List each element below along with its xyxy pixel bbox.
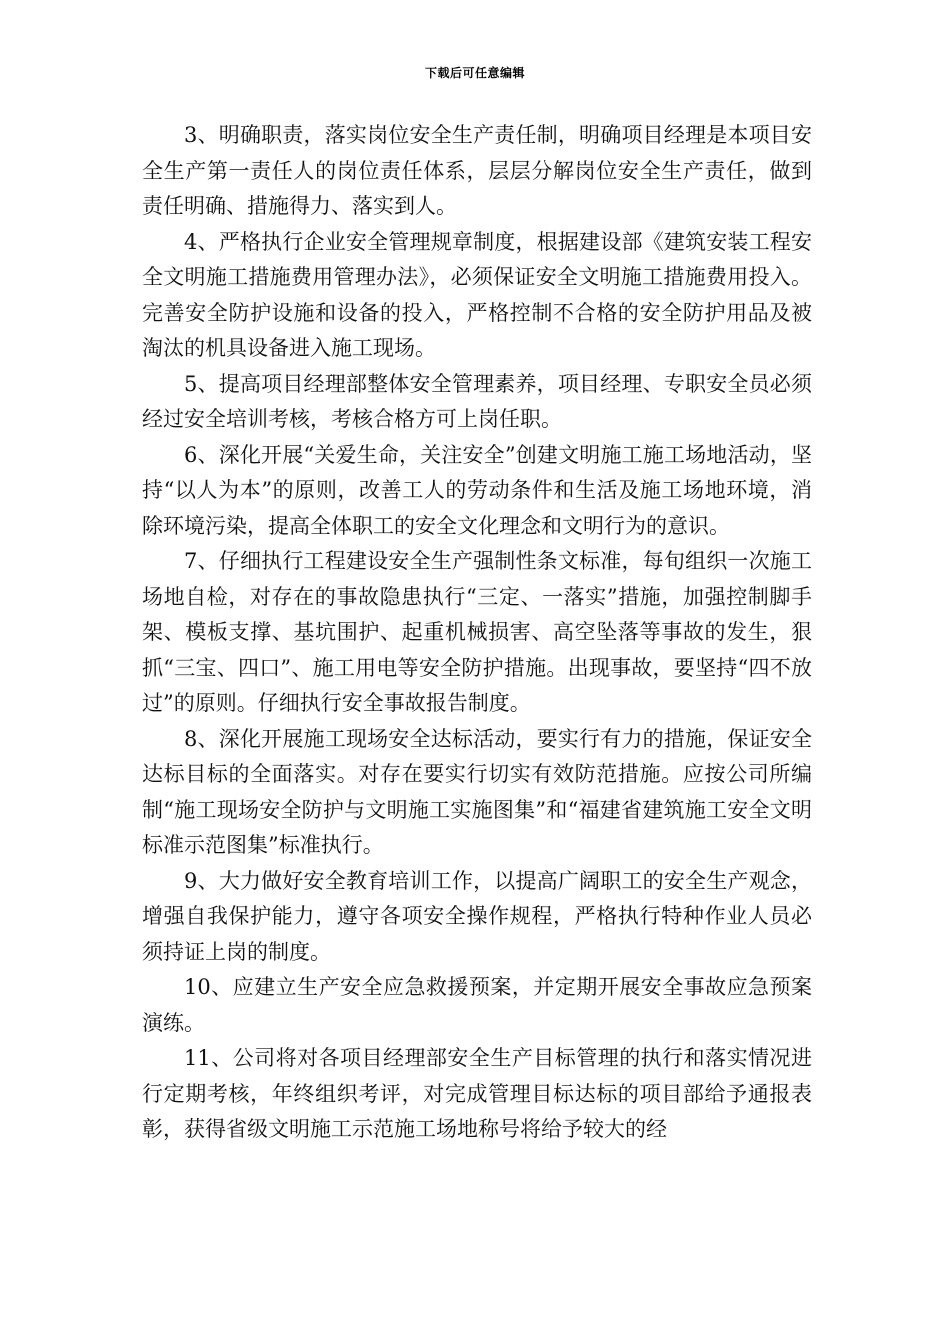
paragraph-item-11: 11、公司将对各项目经理部安全生产目标管理的执行和落实情况进行定期考核，年终组织考评，对完成管理目标达标的项目部给予通报表彰，获得省级文明施工示范施工场地称号将给予较大的经 [142,1046,812,1141]
paragraph-item-7: 7、仔细执行工程建设安全生产强制性条文标准，每旬组织一次施工场地自检，对存在的事故隐患执行“三定、一落实”措施，加强控制脚手架、模板支撑、基坑围护、起重机械损害、高空坠落等事故的发生，狠抓“三宝、四口”、施工用电等安全防护措施。出现事故，要坚持“四不放过”的原则。仔细执行安全事故报告制度。 [142,549,812,715]
paragraph-item-8: 8、深化开展施工现场安全达标活动，要实行有力的措施，保证安全达标目标的全面落实。对存在要实行切实有效防范措施。应按公司所编制“施工现场安全防护与文明施工实施图集”和“福建省建筑施工安全文明标准示范图集”标准执行。 [142,726,812,857]
paragraph-item-9: 9、大力做好安全教育培训工作，以提高广阔职工的安全生产观念，增强自我保护能力，遵守各项安全操作规程，严格执行特种作业人员必须持证上岗的制度。 [142,868,812,964]
header-note: 下载后可任意编辑 [424,66,525,80]
paragraph-item-4: 4、严格执行企业安全管理规章制度，根据建设部《建筑安装工程安全文明施工措施费用管理办法》，必须保证安全文明施工措施费用投入。完善安全防护设施和设备的投入，严格控制不合格的安全防护用品及被淘汰的机具设备进入施工现场。 [142,229,812,360]
paragraph-item-5: 5、提高项目经理部整体安全管理素养，项目经理、专职安全员必须经过安全培训考核，考核合格方可上岗任职。 [142,371,812,431]
paragraph-item-6: 6、深化开展“关爱生命，关注安全”创建文明施工施工场地活动，坚持“以人为本”的原则，改善工人的劳动条件和生活及施工场地环境，消除环境污染，提高全体职工的安全文化理念和文明行为的意识。 [142,442,812,538]
body-text [142,118,812,1148]
paragraph-item-3: 3、明确职责，落实岗位安全生产责任制，明确项目经理是本项目安全生产第一责任人的岗位责任体系，层层分解岗位安全生产责任，做到责任明确、措施得力、落实到人。 [142,123,812,218]
paragraph-item-10: 10、应建立生产安全应急救援预案，并定期开展安全事故应急预案演练。 [142,975,812,1035]
